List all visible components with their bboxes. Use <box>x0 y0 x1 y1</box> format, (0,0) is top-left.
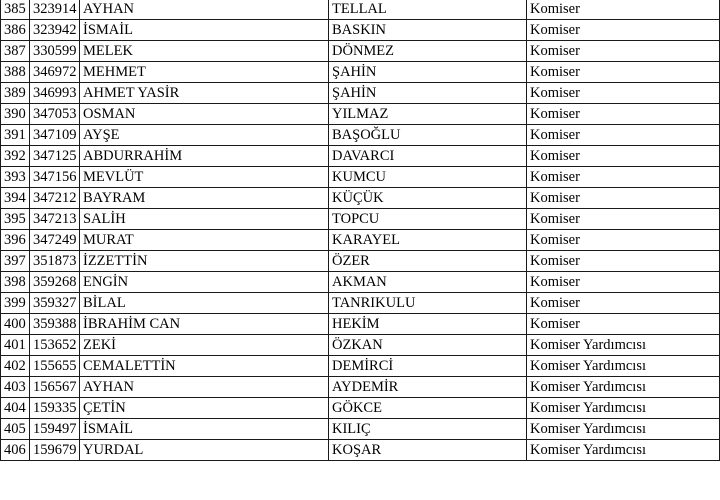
last-name-cell: AYDEMİR <box>329 377 527 398</box>
row-number-cell: 390 <box>1 104 30 125</box>
rank-cell: Komiser <box>527 272 720 293</box>
registry-number-cell: 159335 <box>30 398 80 419</box>
first-name-cell: YURDAL <box>80 440 329 461</box>
first-name-cell: İBRAHİM CAN <box>80 314 329 335</box>
first-name-cell: AYHAN <box>80 0 329 20</box>
registry-number-cell: 359388 <box>30 314 80 335</box>
row-number-cell: 395 <box>1 209 30 230</box>
row-number-cell: 399 <box>1 293 30 314</box>
first-name-cell: MELEK <box>80 41 329 62</box>
rank-cell: Komiser <box>527 83 720 104</box>
table-row <box>1 440 720 461</box>
first-name-cell: AYHAN <box>80 377 329 398</box>
row-number-cell: 388 <box>1 62 30 83</box>
table-row <box>1 0 720 20</box>
registry-number-cell: 347125 <box>30 146 80 167</box>
last-name-cell: ŞAHİN <box>329 62 527 83</box>
registry-number-cell: 347249 <box>30 230 80 251</box>
rank-cell: Komiser Yardımcısı <box>527 419 720 440</box>
rank-cell: Komiser <box>527 293 720 314</box>
registry-number-cell: 330599 <box>30 41 80 62</box>
last-name-cell: TELLAL <box>329 0 527 20</box>
rank-cell: Komiser <box>527 314 720 335</box>
last-name-cell: ÖZKAN <box>329 335 527 356</box>
row-number-cell: 404 <box>1 398 30 419</box>
table-row <box>1 20 720 41</box>
table-row <box>1 377 720 398</box>
row-number-cell: 397 <box>1 251 30 272</box>
table-row <box>1 356 720 377</box>
rank-cell: Komiser <box>527 104 720 125</box>
registry-number-cell: 153652 <box>30 335 80 356</box>
table-row <box>1 104 720 125</box>
registry-number-cell: 347109 <box>30 125 80 146</box>
row-number-cell: 385 <box>1 0 30 20</box>
first-name-cell: İZZETTİN <box>80 251 329 272</box>
row-number-cell: 391 <box>1 125 30 146</box>
first-name-cell: MEVLÜT <box>80 167 329 188</box>
last-name-cell: BASKIN <box>329 20 527 41</box>
rank-cell: Komiser <box>527 41 720 62</box>
table-row <box>1 41 720 62</box>
last-name-cell: GÖKCE <box>329 398 527 419</box>
rank-cell: Komiser <box>527 251 720 272</box>
first-name-cell: İSMAİL <box>80 20 329 41</box>
registry-number-cell: 359327 <box>30 293 80 314</box>
first-name-cell: AHMET YASİR <box>80 83 329 104</box>
table-row <box>1 62 720 83</box>
rank-cell: Komiser Yardımcısı <box>527 335 720 356</box>
rank-cell: Komiser <box>527 167 720 188</box>
row-number-cell: 389 <box>1 83 30 104</box>
table-row <box>1 83 720 104</box>
table-row <box>1 251 720 272</box>
registry-number-cell: 156567 <box>30 377 80 398</box>
first-name-cell: MURAT <box>80 230 329 251</box>
first-name-cell: CEMALETTİN <box>80 356 329 377</box>
registry-number-cell: 359268 <box>30 272 80 293</box>
registry-number-cell: 347212 <box>30 188 80 209</box>
table-row <box>1 293 720 314</box>
rank-cell: Komiser Yardımcısı <box>527 377 720 398</box>
registry-number-cell: 351873 <box>30 251 80 272</box>
row-number-cell: 405 <box>1 419 30 440</box>
registry-number-cell: 159497 <box>30 419 80 440</box>
last-name-cell: KILIÇ <box>329 419 527 440</box>
last-name-cell: DEMİRCİ <box>329 356 527 377</box>
registry-number-cell: 346972 <box>30 62 80 83</box>
table-row <box>1 125 720 146</box>
table-row <box>1 335 720 356</box>
table-row <box>1 146 720 167</box>
row-number-cell: 386 <box>1 20 30 41</box>
last-name-cell: KARAYEL <box>329 230 527 251</box>
rank-cell: Komiser Yardımcısı <box>527 398 720 419</box>
first-name-cell: İSMAİL <box>80 419 329 440</box>
row-number-cell: 396 <box>1 230 30 251</box>
registry-number-cell: 347053 <box>30 104 80 125</box>
first-name-cell: SALİH <box>80 209 329 230</box>
first-name-cell: ENGİN <box>80 272 329 293</box>
rank-cell: Komiser Yardımcısı <box>527 440 720 461</box>
last-name-cell: BAŞOĞLU <box>329 125 527 146</box>
last-name-cell: TANRIKULU <box>329 293 527 314</box>
row-number-cell: 393 <box>1 167 30 188</box>
rank-cell: Komiser <box>527 62 720 83</box>
last-name-cell: ŞAHİN <box>329 83 527 104</box>
registry-number-cell: 323942 <box>30 20 80 41</box>
registry-number-cell: 346993 <box>30 83 80 104</box>
registry-number-cell: 347156 <box>30 167 80 188</box>
first-name-cell: BİLAL <box>80 293 329 314</box>
rank-cell: Komiser <box>527 0 720 20</box>
registry-number-cell: 159679 <box>30 440 80 461</box>
table-row <box>1 167 720 188</box>
table-row <box>1 209 720 230</box>
first-name-cell: OSMAN <box>80 104 329 125</box>
last-name-cell: KOŞAR <box>329 440 527 461</box>
rank-cell: Komiser <box>527 209 720 230</box>
first-name-cell: ZEKİ <box>80 335 329 356</box>
first-name-cell: MEHMET <box>80 62 329 83</box>
table-row <box>1 398 720 419</box>
last-name-cell: YILMAZ <box>329 104 527 125</box>
registry-number-cell: 347213 <box>30 209 80 230</box>
last-name-cell: AKMAN <box>329 272 527 293</box>
table-row <box>1 188 720 209</box>
row-number-cell: 402 <box>1 356 30 377</box>
last-name-cell: ÖZER <box>329 251 527 272</box>
rank-cell: Komiser <box>527 230 720 251</box>
last-name-cell: DÖNMEZ <box>329 41 527 62</box>
last-name-cell: TOPCU <box>329 209 527 230</box>
first-name-cell: BAYRAM <box>80 188 329 209</box>
first-name-cell: AYŞE <box>80 125 329 146</box>
row-number-cell: 406 <box>1 440 30 461</box>
table-row <box>1 314 720 335</box>
last-name-cell: KÜÇÜK <box>329 188 527 209</box>
table-row <box>1 272 720 293</box>
first-name-cell: ÇETİN <box>80 398 329 419</box>
first-name-cell: ABDURRAHİM <box>80 146 329 167</box>
last-name-cell: DAVARCI <box>329 146 527 167</box>
row-number-cell: 387 <box>1 41 30 62</box>
rank-cell: Komiser <box>527 146 720 167</box>
rank-cell: Komiser <box>527 20 720 41</box>
rank-cell: Komiser Yardımcısı <box>527 356 720 377</box>
registry-number-cell: 323914 <box>30 0 80 20</box>
personnel-table-body <box>1 0 720 461</box>
registry-number-cell: 155655 <box>30 356 80 377</box>
last-name-cell: HEKİM <box>329 314 527 335</box>
row-number-cell: 400 <box>1 314 30 335</box>
row-number-cell: 401 <box>1 335 30 356</box>
rank-cell: Komiser <box>527 125 720 146</box>
row-number-cell: 392 <box>1 146 30 167</box>
last-name-cell: KUMCU <box>329 167 527 188</box>
table-row <box>1 419 720 440</box>
rank-cell: Komiser <box>527 188 720 209</box>
row-number-cell: 398 <box>1 272 30 293</box>
row-number-cell: 403 <box>1 377 30 398</box>
row-number-cell: 394 <box>1 188 30 209</box>
table-row <box>1 230 720 251</box>
